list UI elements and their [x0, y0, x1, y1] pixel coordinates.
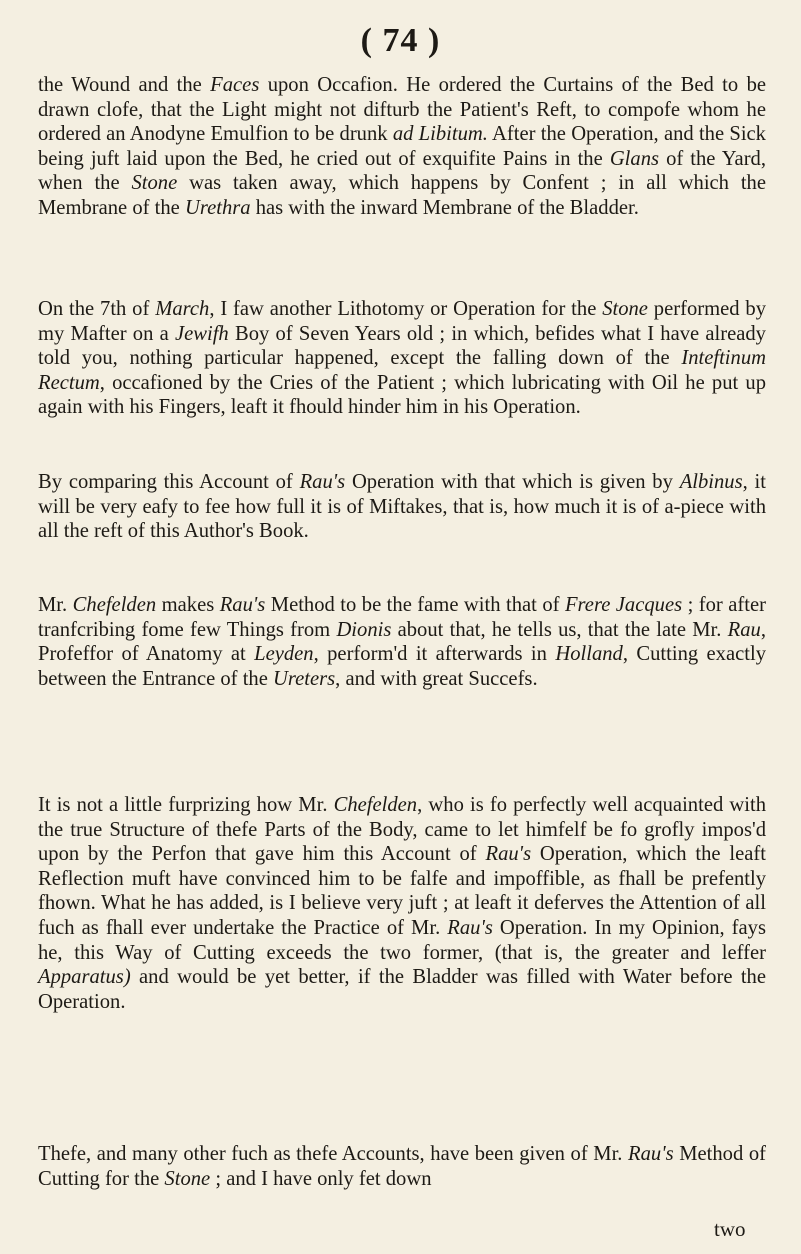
text-run: makes — [156, 594, 220, 616]
text-run: On the 7th of — [38, 298, 156, 320]
italic-run: Apparatus) — [38, 966, 131, 989]
text-run: Operation, which the leaft Reflection muft have convinced him to be falfe and impoffible, as fhall be prefently fhown. What he has added, is I believe very juft ; at leaft it deferves the Attention of all fuch as fhall ever undertake the Practice of Mr. — [38, 843, 766, 939]
italic-run: Inteftinum Rectum — [38, 347, 766, 394]
italic-run: Stone — [164, 1167, 211, 1190]
text-run: about that, he tells us, that the late Mr. — [391, 618, 728, 641]
text-run: the Wound and the — [38, 74, 211, 96]
catchword: two — [714, 1217, 746, 1241]
text-run: , Cutting exactly between the Entrance of the — [38, 643, 766, 690]
italic-run: Rau's — [299, 471, 346, 493]
page-number: ( 74 ) — [360, 22, 441, 59]
italic-run: Jewifh — [174, 322, 229, 345]
italic-run: Dionis — [336, 618, 392, 641]
italic-run: Rau's — [219, 594, 266, 616]
paragraph-1 — [38, 73, 766, 221]
text-run: , perform'd it afterwards in — [313, 643, 556, 666]
italic-run: Albinus — [679, 471, 743, 493]
text-run: and would be yet better, if the Bladder was filled with Water before the Operation. — [38, 966, 766, 1013]
text-run: After the Operation, and the Sick being juft laid upon the Bed, he cried out of exquifite Pains in the — [38, 123, 766, 170]
italic-run: ad Libitum. — [392, 123, 488, 146]
text-run: ; and I have only fet down — [210, 1167, 432, 1190]
text-run: , Profeffor of Anatomy at — [38, 618, 767, 666]
italic-run: Ureters — [273, 667, 336, 690]
italic-run: Urethra — [184, 196, 251, 219]
text-run: Boy of Seven Years old ; in which, befides what I have already told you, nothing particular happened, except the falling down of the — [38, 322, 766, 370]
italic-run: Rau's — [447, 916, 493, 939]
text-run: By comparing this Account of — [38, 471, 300, 493]
italic-run: Chefelden — [72, 594, 157, 616]
text-run: Thefe, and many other fuch as thefe Accounts, have been given of Mr. — [38, 1143, 629, 1165]
text-run: , occafioned by the Cries of the Patient ; which lubricating with Oil he put up again with his Fingers, leaft it fhould hinder him in his Operation. — [38, 371, 766, 419]
italic-run: March — [155, 298, 210, 320]
text-run: It is not a little furprizing how Mr. — [38, 794, 334, 816]
text-run: upon Occafion. He ordered the Curtains of the Bed to be drawn clofe, that the Light might not difturb the Patient's Reft, to compofe whom he ordered an Anodyne Emulfion to be drunk — [38, 74, 767, 146]
text-run: , who is fo perfectly well acquainted with the true Structure of thefe Parts of the Body, came to let himfelf be fo grofly impos'd upon by the Perfon that gave him this Account of — [38, 794, 767, 866]
italic-run: Rau's — [628, 1143, 674, 1165]
paragraph-6 — [38, 1142, 766, 1191]
italic-run: Chefelden — [333, 794, 418, 816]
text-run: , it will be very eafy to fee how full it is of Miftakes, that is, how much it is of a-piece with all the reft of this Author's Book. — [38, 471, 767, 543]
text-run: Operation. In my Opinion, fays he, this Way of Cutting exceeds the two former, (that is, the greater and leffer — [38, 916, 766, 964]
paragraph-2 — [38, 297, 766, 420]
paragraph-4 — [38, 593, 766, 691]
text-run: of the Yard, when the — [38, 147, 766, 195]
italic-run: Glans — [609, 147, 660, 170]
italic-run: Frere Jacques — [564, 594, 683, 616]
text-run: has with the inward Membrane of the Bladder. — [250, 196, 639, 219]
text-run: Method of Cutting for the — [38, 1143, 767, 1190]
italic-run: Leyden — [254, 643, 314, 666]
italic-run: Stone — [131, 172, 178, 195]
italic-run: Rau's — [485, 843, 532, 866]
text-run: , and with great Succefs. — [335, 667, 538, 690]
italic-run: Rau — [727, 618, 761, 641]
text-run: was taken away, which happens by Confent ; in all which the Membrane of the — [38, 172, 766, 219]
text-run: performed by my Mafter on a — [38, 298, 766, 345]
text-run: Method to be the fame with that of — [265, 594, 565, 616]
italic-run: Faces — [210, 74, 260, 96]
text-run: , I faw another Lithotomy or Operation for the — [209, 298, 603, 320]
paragraph-5 — [38, 793, 766, 1014]
italic-run: Stone — [602, 298, 648, 320]
italic-run: Holland — [555, 643, 623, 666]
paragraph-3 — [38, 470, 766, 544]
text-run: Mr. — [38, 594, 73, 616]
text-run: ; for after tranfcribing fome few Things from — [38, 594, 766, 641]
text-run: Operation with that which is given by — [345, 471, 680, 493]
